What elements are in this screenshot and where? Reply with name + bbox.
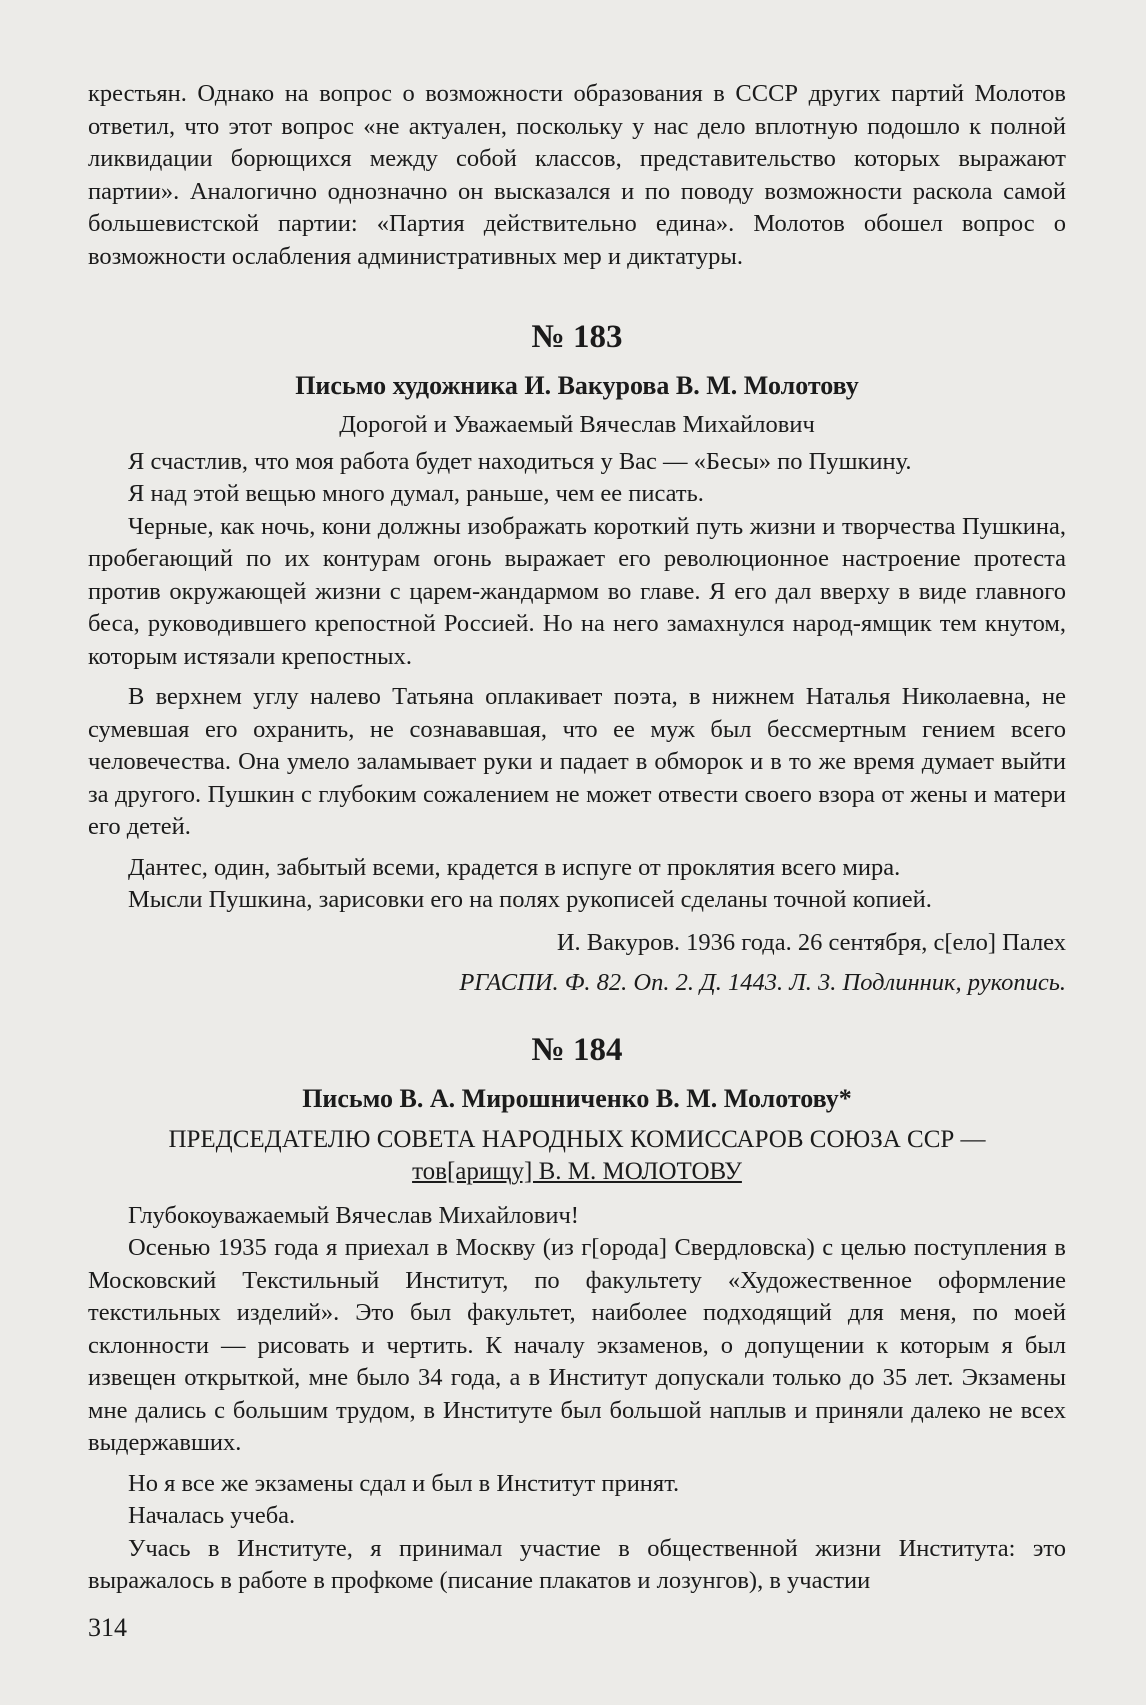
paragraph: В верхнем углу налево Татьяна оплакивает поэта, в нижнем Наталья Николаевна, не сумевшая его охранить, не сознававшая, что ее муж был бессмертным гением всего человечества. Она умело заламывает руки и падает в обморок и в то же время думает выйти за другого. Пушкин с глубоким сожалением не может отвести своего взора от жены и матери его детей. [88,683,1066,840]
greeting-184: Глубокоуважаемый Вячеслав Михайлович! [128,1201,579,1229]
addressee-line-2: тов[арищу] В. М. МОЛОТОВУ [412,1157,742,1185]
paragraph: Началась учеба. [128,1502,296,1529]
page-number: 314 [88,1613,127,1642]
paragraph: Осенью 1935 года я приехал в Москву (из г[орода] Свердловска) с целью поступления в Московский Текстильный Институт, по факультету «Художественное оформление текстильных изделий». Это был факультет, наиболее подходящий для меня, по моей склонности — рисовать и чертить. К началу экзаменов, о допущении к которым я был извещен открыткой, мне было 34 года, а в Институт допускали только до 35 лет. Экзамены мне дались с большим трудом, в Институте был большой наплыв и приняли далеко не всех выдержавших. [88,1234,1066,1456]
signature-183: И. Вакуров. 1936 года. 26 сентября, с[ело] Палех [556,928,1066,956]
continuation-paragraph: крестьян. Однако на вопрос о возможности образования в СССР других партий Молотов ответил, что этот вопрос «не актуален, поскольку у нас дело вплотную подошло к полной ликвидации борющихся между собой классов, представительство которых выражают партии». Аналогично однозначно он высказался и по поводу возможности раскола самой большевистской партии: «Партия действительно едина». Молотов обошел вопрос о возможности ослабления административных мер и диктатуры. [88,80,1066,270]
paragraph: Я над этой вещью много думал, раньше, чем ее писать. [128,480,704,507]
salutation-183: Дорогой и Уважаемый Вячеслав Михайлович [339,411,815,438]
document-number-183: № 183 [531,319,623,355]
addressee [88,1124,1066,1188]
paragraph: Учась в Институте, я принимал участие в общественной жизни Института: это выражалось в работе в профкоме (писание плакатов и лозунгов), в участии [88,1534,1066,1594]
paragraph: Черные, как ночь, кони должны изображать короткий путь жизни и творчества Пушкина, пробегающий по их контурам огонь выражает его революционное настроение протеста против окружающей жизни с царем-жандармом во главе. Я его дал вверху в виде главного беса, руководившего крепостной Россией. Но на него замахнулся народ-ямщик тем кнутом, которым истязали крепостных. [88,512,1066,670]
archive-source-183: РГАСПИ. Ф. 82. Оп. 2. Д. 1443. Л. 3. Подлинник, рукопись. [459,969,1066,996]
document-title-184: Письмо В. А. Мирошниченко В. М. Молотову* [302,1083,852,1113]
paragraph: Мысли Пушкина, зарисовки его на полях рукописей сделаны точной копией. [128,886,932,913]
document-number-184: № 184 [531,1031,623,1068]
document-title-183: Письмо художника И. Вакурова В. М. Молотову [295,371,859,400]
addressee-line-1: ПРЕДСЕДАТЕЛЮ СОВЕТА НАРОДНЫХ КОМИССАРОВ СОЮЗА ССР — [168,1125,986,1153]
paragraph: Дантес, один, забытый всеми, крадется в испуге от проклятия всего мира. [128,853,901,881]
paragraph: Но я все же экзамены сдал и был в Институт принят. [128,1469,680,1497]
paragraph: Я счастлив, что моя работа будет находиться у Вас — «Бесы» по Пушкину. [128,447,912,475]
